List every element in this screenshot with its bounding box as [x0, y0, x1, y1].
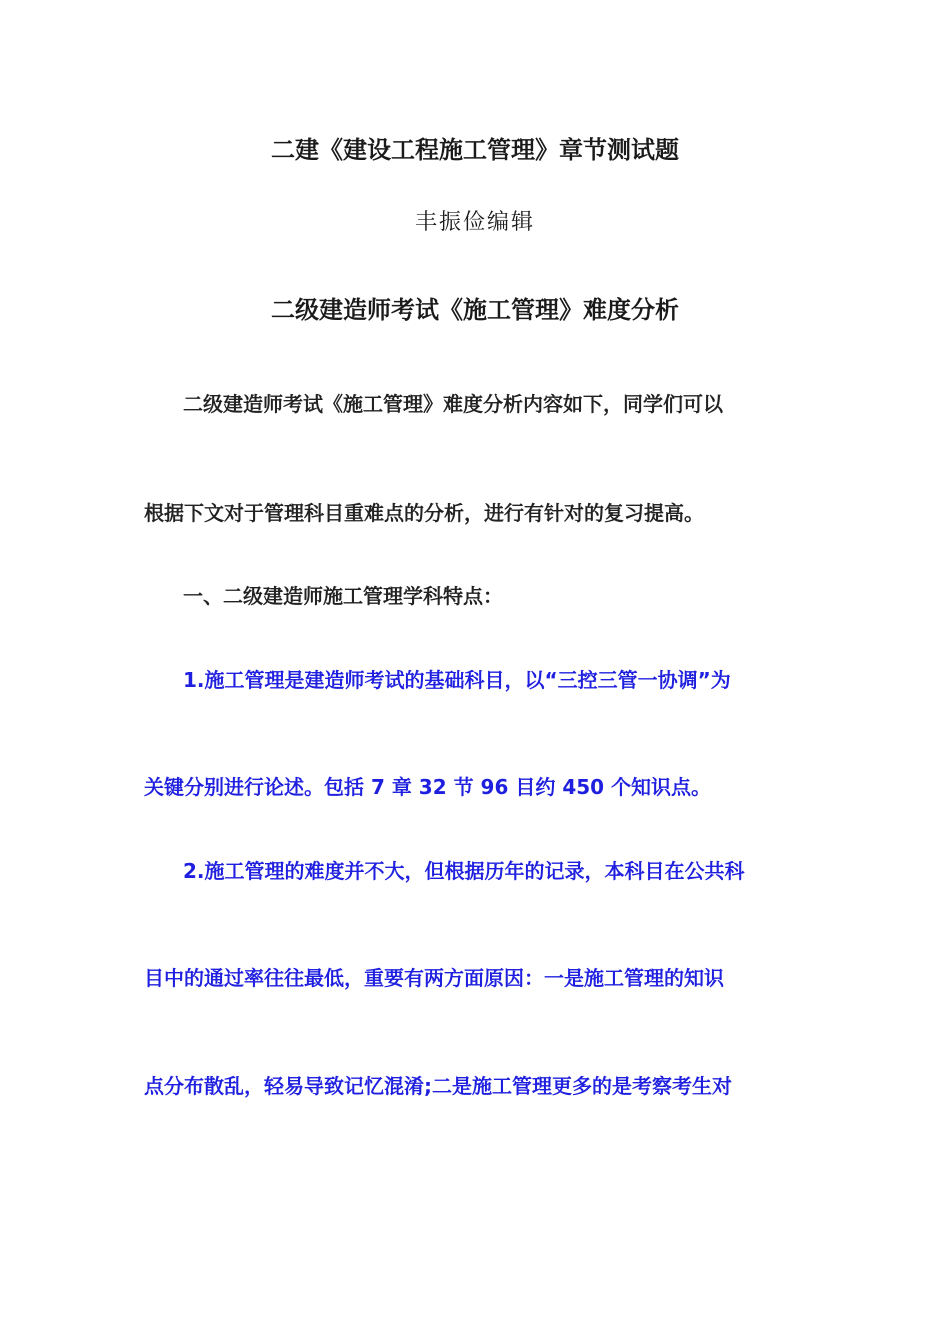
point-2-line-2: 目中的通过率往往最低，重要有两方面原因：一是施工管理的知识 [144, 966, 724, 990]
point-2-line-3: 点分布散乱，轻易导致记忆混淆;二是施工管理更多的是考察考生对 [144, 1074, 732, 1098]
point-2-line-1: 2.施工管理的难度并不大，但根据历年的记录，本科目在公共科 [183, 859, 745, 883]
section-heading: 二级建造师考试《施工管理》难度分析 [271, 296, 679, 324]
document-title: 二建《建设工程施工管理》章节测试题 [271, 136, 679, 164]
intro-paragraph-line-2: 根据下文对于管理科目重难点的分析，进行有针对的复习提高。 [144, 501, 704, 525]
subject-features-heading: 一、二级建造师施工管理学科特点： [183, 584, 503, 608]
point-1-line-2: 关键分别进行论述。包括 7 章 32 节 96 目约 450 个知识点。 [144, 775, 712, 799]
point-1-line-1: 1.施工管理是建造师考试的基础科目，以“三控三管一协调”为 [183, 668, 731, 692]
intro-paragraph-line-1: 二级建造师考试《施工管理》难度分析内容如下，同学们可以 [183, 392, 723, 416]
editor-line: 丰振俭编辑 [414, 210, 535, 235]
